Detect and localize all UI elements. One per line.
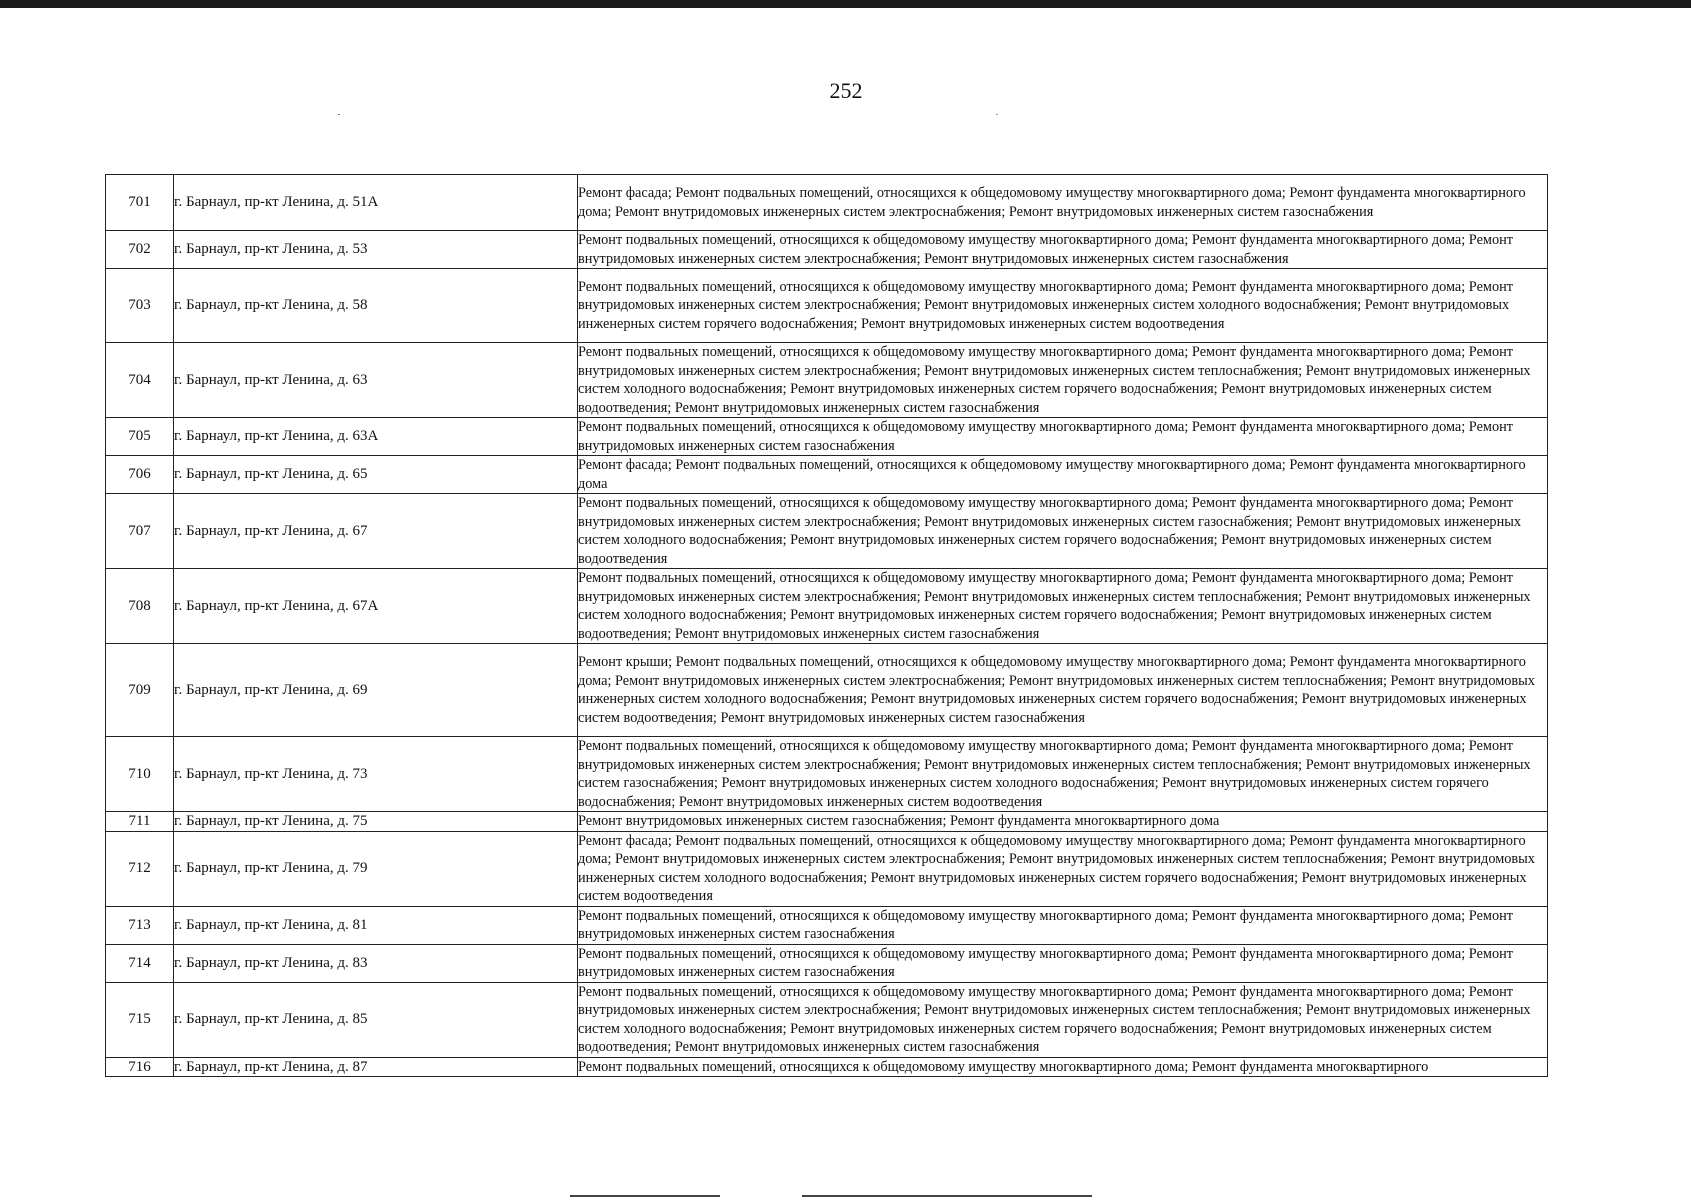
repair-works-list: Ремонт подвальных помещений, относящихся к общедомовому имуществу многоквартирного дома; Ремонт фундамента многоквартирного дома; Ремонт внутридомовых инженерных систем газоснабжения (578, 944, 1548, 982)
building-address: г. Барнаул, пр-кт Ленина, д. 83 (174, 944, 578, 982)
table-row (106, 831, 1548, 906)
row-number: 704 (106, 343, 174, 418)
row-number: 713 (106, 906, 174, 944)
scan-speck (996, 114, 998, 115)
row-number: 705 (106, 418, 174, 456)
repair-works-list: Ремонт подвальных помещений, относящихся к общедомовому имуществу многоквартирного дома; Ремонт фундамента многоквартирного дома; Ремонт внутридомовых инженерных систем электроснабжения; Ремонт внутридомовых инженерных систем теплоснабжения; Ремонт внутридомовых инженерных систем холодного водоснабжения; Ремонт внутридомовых инженерных систем горячего водоснабжения; Ремонт внутридомовых инженерных систем водоотведения; Ремонт внутридомовых инженерных систем газоснабжения (578, 343, 1548, 418)
table-row (106, 269, 1548, 343)
table-row (106, 494, 1548, 569)
building-address: г. Барнаул, пр-кт Ленина, д. 63 (174, 343, 578, 418)
table-row (106, 982, 1548, 1057)
building-address: г. Барнаул, пр-кт Ленина, д. 75 (174, 812, 578, 832)
building-address: г. Барнаул, пр-кт Ленина, д. 87 (174, 1057, 578, 1077)
repair-works-list: Ремонт подвальных помещений, относящихся к общедомовому имуществу многоквартирного дома; Ремонт фундамента многоквартирного дома; Ремонт внутридомовых инженерных систем электроснабжения; Ремонт внутридомовых инженерных систем газоснабжения; Ремонт внутридомовых инженерных систем холодного водоснабжения; Ремонт внутридомовых инженерных систем горячего водоснабжения; Ремонт внутридомовых инженерных систем водоотведения (578, 494, 1548, 569)
table-row (106, 737, 1548, 812)
building-address: г. Барнаул, пр-кт Ленина, д. 65 (174, 456, 578, 494)
scan-bottom-mark (570, 1195, 720, 1197)
row-number: 702 (106, 231, 174, 269)
repair-works-list: Ремонт подвальных помещений, относящихся к общедомовому имуществу многоквартирного дома; Ремонт фундамента многоквартирного (578, 1057, 1548, 1077)
building-address: г. Барнаул, пр-кт Ленина, д. 85 (174, 982, 578, 1057)
table-row (106, 1057, 1548, 1077)
scan-top-border (0, 0, 1691, 8)
scan-speck (338, 114, 340, 115)
table-row (106, 906, 1548, 944)
repair-works-list: Ремонт подвальных помещений, относящихся к общедомовому имуществу многоквартирного дома; Ремонт фундамента многоквартирного дома; Ремонт внутридомовых инженерных систем электроснабжения; Ремонт внутридомовых инженерных систем теплоснабжения; Ремонт внутридомовых инженерных систем газоснабжения; Ремонт внутридомовых инженерных систем холодного водоснабжения; Ремонт внутридомовых инженерных систем горячего водоснабжения; Ремонт внутридомовых инженерных систем водоотведения (578, 737, 1548, 812)
table-row (106, 343, 1548, 418)
row-number: 703 (106, 269, 174, 343)
table-row (106, 812, 1548, 832)
table-row (106, 456, 1548, 494)
repair-works-list: Ремонт крыши; Ремонт подвальных помещений, относящихся к общедомовому имуществу многоквартирного дома; Ремонт фундамента многоквартирного дома; Ремонт внутридомовых инженерных систем электроснабжения; Ремонт внутридомовых инженерных систем теплоснабжения; Ремонт внутридомовых инженерных систем холодного водоснабжения; Ремонт внутридомовых инженерных систем горячего водоснабжения; Ремонт внутридомовых инженерных систем водоотведения; Ремонт внутридомовых инженерных систем газоснабжения (578, 644, 1548, 737)
page-number: 252 (829, 78, 863, 103)
building-address: г. Барнаул, пр-кт Ленина, д. 73 (174, 737, 578, 812)
row-number: 706 (106, 456, 174, 494)
repair-works-list: Ремонт подвальных помещений, относящихся к общедомовому имуществу многоквартирного дома; Ремонт фундамента многоквартирного дома; Ремонт внутридомовых инженерных систем электроснабжения; Ремонт внутридомовых инженерных систем теплоснабжения; Ремонт внутридомовых инженерных систем холодного водоснабжения; Ремонт внутридомовых инженерных систем горячего водоснабжения; Ремонт внутридомовых инженерных систем водоотведения; Ремонт внутридомовых инженерных систем газоснабжения (578, 982, 1548, 1057)
row-number: 707 (106, 494, 174, 569)
repair-works-list: Ремонт подвальных помещений, относящихся к общедомовому имуществу многоквартирного дома; Ремонт фундамента многоквартирного дома; Ремонт внутридомовых инженерных систем электроснабжения; Ремонт внутридомовых инженерных систем холодного водоснабжения; Ремонт внутридомовых инженерных систем горячего водоснабжения; Ремонт внутридомовых инженерных систем водоотведения (578, 269, 1548, 343)
building-address: г. Барнаул, пр-кт Ленина, д. 81 (174, 906, 578, 944)
table-row (106, 418, 1548, 456)
building-address: г. Барнаул, пр-кт Ленина, д. 67А (174, 569, 578, 644)
row-number: 701 (106, 175, 174, 231)
repair-works-list: Ремонт подвальных помещений, относящихся к общедомовому имуществу многоквартирного дома; Ремонт фундамента многоквартирного дома; Ремонт внутридомовых инженерных систем электроснабжения; Ремонт внутридомовых инженерных систем газоснабжения (578, 231, 1548, 269)
repair-works-list: Ремонт подвальных помещений, относящихся к общедомовому имуществу многоквартирного дома; Ремонт фундамента многоквартирного дома; Ремонт внутридомовых инженерных систем электроснабжения; Ремонт внутридомовых инженерных систем теплоснабжения; Ремонт внутридомовых инженерных систем холодного водоснабжения; Ремонт внутридомовых инженерных систем горячего водоснабжения; Ремонт внутридомовых инженерных систем водоотведения; Ремонт внутридомовых инженерных систем газоснабжения (578, 569, 1548, 644)
scan-bottom-mark (802, 1195, 1092, 1197)
table-row (106, 644, 1548, 737)
row-number: 714 (106, 944, 174, 982)
row-number: 709 (106, 644, 174, 737)
table-row (106, 944, 1548, 982)
building-address: г. Барнаул, пр-кт Ленина, д. 51А (174, 175, 578, 231)
repair-works-list: Ремонт фасада; Ремонт подвальных помещений, относящихся к общедомовому имуществу многоквартирного дома; Ремонт фундамента многоквартирного дома (578, 456, 1548, 494)
building-address: г. Барнаул, пр-кт Ленина, д. 69 (174, 644, 578, 737)
repair-works-list: Ремонт внутридомовых инженерных систем газоснабжения; Ремонт фундамента многоквартирного дома (578, 812, 1548, 832)
repair-works-list: Ремонт подвальных помещений, относящихся к общедомовому имуществу многоквартирного дома; Ремонт фундамента многоквартирного дома; Ремонт внутридомовых инженерных систем газоснабжения (578, 418, 1548, 456)
building-address: г. Барнаул, пр-кт Ленина, д. 79 (174, 831, 578, 906)
building-address: г. Барнаул, пр-кт Ленина, д. 67 (174, 494, 578, 569)
table-row (106, 231, 1548, 269)
repair-works-list: Ремонт фасада; Ремонт подвальных помещений, относящихся к общедомовому имуществу многоквартирного дома; Ремонт фундамента многоквартирного дома; Ремонт внутридомовых инженерных систем электроснабжения; Ремонт внутридомовых инженерных систем газоснабжения (578, 175, 1548, 231)
row-number: 711 (106, 812, 174, 832)
repair-works-list: Ремонт подвальных помещений, относящихся к общедомовому имуществу многоквартирного дома; Ремонт фундамента многоквартирного дома; Ремонт внутридомовых инженерных систем газоснабжения (578, 906, 1548, 944)
row-number: 712 (106, 831, 174, 906)
table-row (106, 569, 1548, 644)
row-number: 715 (106, 982, 174, 1057)
building-address: г. Барнаул, пр-кт Ленина, д. 53 (174, 231, 578, 269)
building-address: г. Барнаул, пр-кт Ленина, д. 58 (174, 269, 578, 343)
building-address: г. Барнаул, пр-кт Ленина, д. 63А (174, 418, 578, 456)
row-number: 710 (106, 737, 174, 812)
table-row (106, 175, 1548, 231)
repair-works-table (105, 174, 1548, 1077)
row-number: 716 (106, 1057, 174, 1077)
repair-works-list: Ремонт фасада; Ремонт подвальных помещений, относящихся к общедомовому имуществу многоквартирного дома; Ремонт фундамента многоквартирного дома; Ремонт внутридомовых инженерных систем электроснабжения; Ремонт внутридомовых инженерных систем теплоснабжения; Ремонт внутридомовых инженерных систем холодного водоснабжения; Ремонт внутридомовых инженерных систем горячего водоснабжения; Ремонт внутридомовых инженерных систем водоотведения (578, 831, 1548, 906)
row-number: 708 (106, 569, 174, 644)
